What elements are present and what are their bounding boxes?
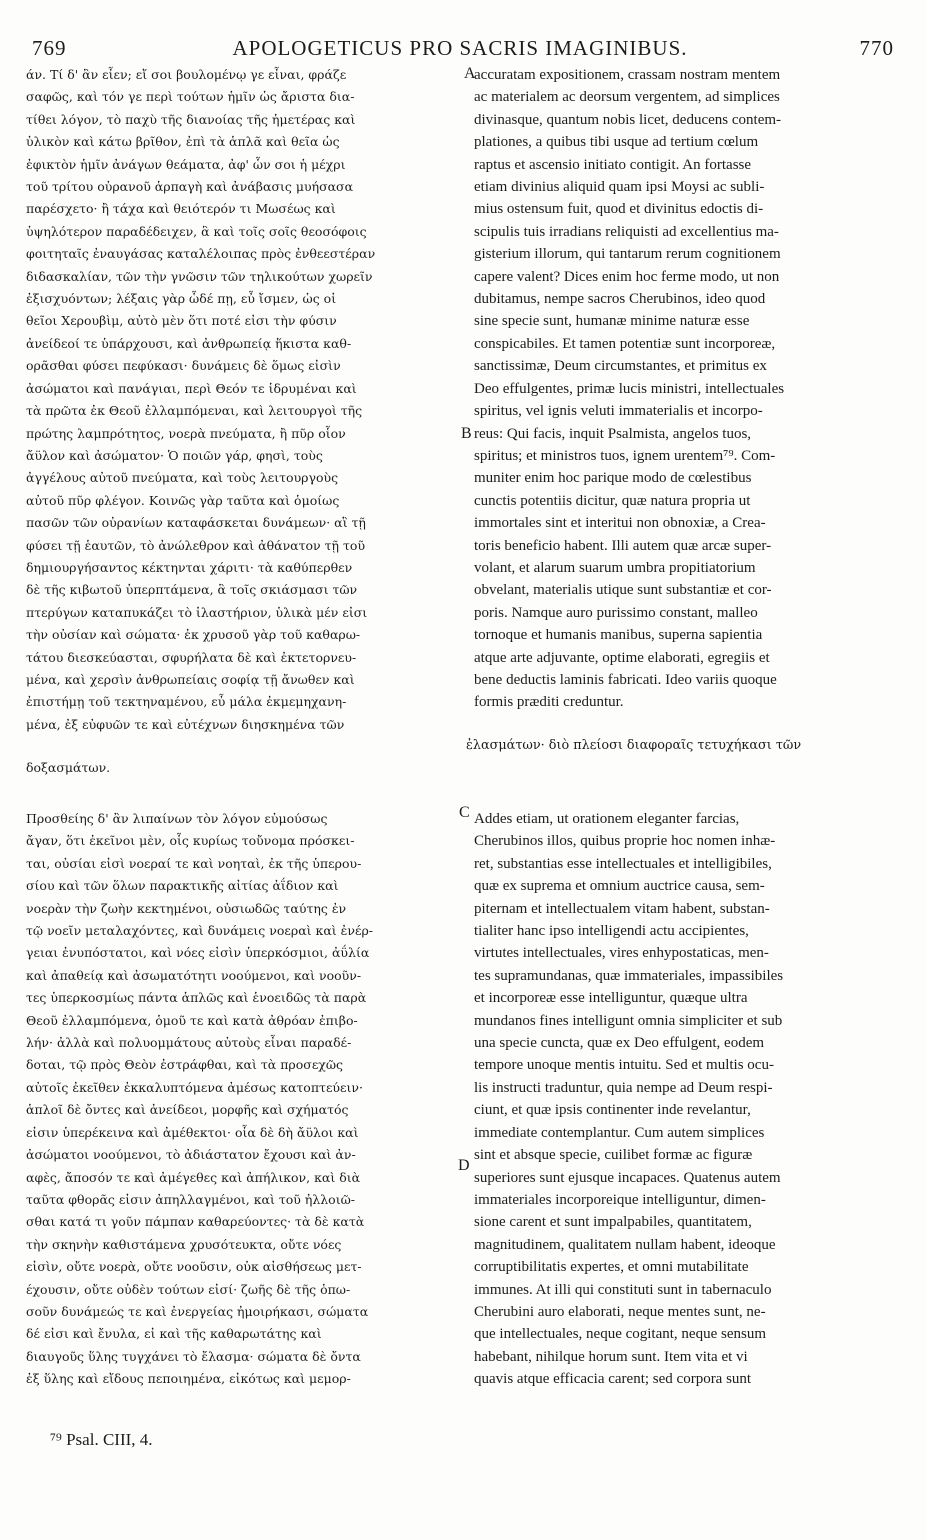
greek-text-line: δοται, τῷ πρὸς Θεὸν ἐστράφθαι, καὶ τὰ προσεχῶς [26, 1057, 344, 1073]
greek-text-line: ἀσώματοι νοούμενοι, τὸ ἀδιάστατον ἔχουσι καὶ ἀν- [26, 1147, 356, 1163]
greek-text-line: σοῦν δυνάμεώς τε καὶ ἐνεργείας ἠμοιρήκασι, σώματα [26, 1303, 369, 1319]
greek-text-line: σίου καὶ τῶν ὅλων παρακτικῆς αἰτίας ἀΐδιον καὶ [26, 878, 339, 894]
latin-text-line: sine specie sunt, humanæ minime naturæ esse [474, 313, 750, 330]
latin-text-line: ret, substantias esse intellectuales et intelligibiles, [474, 855, 772, 872]
greek-text-line: δὲ τῆς κιβωτοῦ ὑπερπτάμενα, ἃ τοῖς σκιάσμασι τῶν [26, 582, 358, 598]
latin-text-line: Deo effulgentes, primæ lucis ministri, intellectuales [474, 380, 785, 397]
latin-text-line: formis præditi creduntur. [474, 694, 624, 711]
latin-text-line: lis instructi traduntur, quia nempe ad Deum respi- [474, 1079, 773, 1096]
greek-text-line: Θεοῦ ἐλλαμπόμενα, ὁμοῦ τε καὶ κατὰ ἀθρόαν ἐπιβο- [26, 1012, 358, 1028]
latin-text-line: ac materialem ac deorsum vergentem, ad simplices [474, 89, 780, 106]
latin-text-line: volant, et alarum suarum umbra propitiatorium [474, 559, 756, 576]
latin-text-line: ciunt, et quæ ipsis continenter inde revelantur, [474, 1102, 751, 1119]
greek-text-line: παρέσχετο· ἢ τάχα καὶ θειότερόν τι Μωσέως καὶ [26, 201, 336, 217]
greek-text-line: τῷ νοεῖν μεταλαχόντες, καὶ δυνάμεις νοεραὶ καὶ ἐνέρ- [26, 923, 374, 939]
latin-text-line: cunctis potentiis dicitur, quæ natura propria ut [474, 492, 751, 509]
greek-text-line: καὶ ἀπαθείᾳ καὶ ἀσωματότητι νοούμενοι, καὶ νοοῦν- [26, 967, 362, 983]
latin-text-line: immateriales incorporeique intelliguntur, dimen- [474, 1191, 766, 1208]
latin-column-upper [474, 64, 894, 714]
greek-text-line: ταῦτα φθορᾶς εἰσιν ἀπηλλαγμένοι, καὶ τοῦ ἠλλοιῶ- [26, 1191, 356, 1207]
page-number-left: 769 [32, 36, 67, 60]
latin-text-line: superiores sunt ejusque incapaces. Quatenus autem [474, 1169, 781, 1186]
latin-text-line: poris. Namque auro purissimo constant, malleo [474, 604, 758, 621]
greek-text-line: ορᾶσθαι φύσει πεφύκασι· δυνάμεις δὲ ὅμως εἰσὶν [26, 358, 341, 374]
greek-text-line: άν. Τί δ' ἂν εἶεν; εἴ σοι βουλομένῳ γε εἶναι, φράζε [26, 67, 347, 82]
latin-text-line: spiritus, vel ignis veluti immaterialis et incorpo- [474, 403, 763, 420]
latin-text-line: quæ ex suprema et omnium auctrice causa, sem- [474, 878, 765, 895]
latin-text-line: etiam divinius aliquid quam ipsi Moysi ac subli- [474, 179, 765, 196]
page-title: APOLOGETICUS PRO SACRIS IMAGINIBUS. [232, 36, 688, 60]
greek-text-line: τίθει λόγον, τὸ παχὺ τῆς διανοίας τῆς ἡμετέρας καὶ [26, 111, 356, 127]
greek-text-line: τὴν οὐσίαν καὶ σώματα· ἐκ χρυσοῦ γὰρ τοῦ καθαρω- [26, 627, 361, 643]
latin-text-line: sione carent et sunt impalpabiles, quantitatem, [474, 1214, 752, 1231]
greek-text-line: πτερύγων καταπυκάζει τὸ ἱλαστήριον, ὑλικὰ μέν εἰσι [26, 604, 368, 620]
latin-text-line: sint et absque specie, cuilibet formæ ac figuræ [474, 1147, 753, 1164]
greek-text-line: διαυγοῦς ὕλης τυγχάνει τὸ ἔλασμα· σώματα δὲ ὄντα [26, 1348, 361, 1364]
greek-column-lower [26, 808, 460, 1391]
latin-text-line: toris beneficio habent. Illi autem quæ arcæ super- [474, 537, 772, 554]
latin-text-line: sanctissimæ, Deum circumstantes, et primitus ex [474, 358, 767, 375]
latin-text-line: Cherubini auro elaborati, neque mentes sunt, ne- [474, 1303, 766, 1320]
latin-text-line: tornoque et humanis manibus, superna sapientia [474, 627, 763, 644]
greek-text-line: σθαι κατά τι γοῦν πάμπαν καθαρεύοντες· τὰ δὲ κατὰ [26, 1214, 365, 1230]
running-header [26, 36, 894, 66]
section-marker-b: B [461, 425, 472, 442]
greek-text-line: θεῖοι Χερουβὶμ, αὐτὸ μὲν ὅτι ποτέ εἰσι τὴν φύσιν [26, 313, 337, 329]
latin-text-line: dubitamus, nempe sacros Cherubinos, ideo quod [474, 291, 766, 308]
section-marker-c: C [459, 804, 470, 821]
greek-text-line: ἀγγέλους αὐτοῦ πνεύματα, καὶ τοὺς λειτουργοὺς [26, 470, 339, 486]
latin-text-line: accuratam expositionem, crassam nostram mentem [474, 67, 781, 83]
greek-text-line: ἐξ ὕλης καὶ εἴδους πεποιημένα, εἰκότως καὶ μεμορ- [26, 1371, 351, 1387]
greek-text-line: δημιουργήσαντος κέκτηνται χάριτι· τὰ καθύπερθεν [26, 559, 353, 575]
latin-text-line: tialiter hanc ipso intelligendi actu accipientes, [474, 923, 749, 940]
greek-text-line: αφὲς, ἄποσόν τε καὶ ἀμέγεθες καὶ ἀπήλικον, καὶ διὰ [26, 1169, 361, 1185]
greek-continuation-line: ἐλασμάτων· διὸ πλείοσι διαφοραῖς τετυχήκασι τῶν [466, 738, 802, 753]
greek-text-line: λήν· ἀλλὰ καὶ πολυομμάτους αὐτοὺς εἶναι παραδέ- [26, 1035, 352, 1051]
greek-text-line: τες ὑπερκοσμίως πάντα ἁπλῶς καὶ ἑνοειδῶς τὰ παρὰ [26, 990, 367, 1006]
greek-text-line: γειαι ἐνυπόστατοι, καὶ νόες εἰσὶν ὑπερκόσμιοι, ἀΰλία [26, 945, 370, 961]
latin-text-line: raptus et ascensio initiato contigit. An fortasse [474, 156, 752, 173]
greek-text-line: ὑλικὸν καὶ κάτω βρῖθον, ἐπὶ τὰ ἁπλᾶ καὶ θεῖα ὡς [26, 134, 340, 150]
section-marker-a: A [464, 65, 476, 82]
latin-text-line: Cherubinos illos, quibus proprie hoc nomen inhæ- [474, 833, 776, 850]
greek-text-line: σαφῶς, καὶ τόν γε περὶ τούτων ἡμῖν ὡς ἄριστα δια- [26, 89, 355, 105]
greek-paragraph-end: δοξασμάτων. [26, 760, 111, 775]
latin-text-line: una specie cuncta, quæ ex Deo effulgent, eodem [474, 1035, 765, 1052]
greek-text-line: μένα, ἐξ εὐφυῶν τε καὶ εὐτέχνων διησκημένα τῶν [26, 716, 345, 732]
greek-text-line: τὴν σκηνὴν καθιστάμενα χρυσότευκτα, οὔτε νόες [26, 1236, 342, 1252]
footnote: ⁷⁹ Psal. CIII, 4. [50, 1430, 153, 1449]
latin-text-line: capere valent? Dices enim hoc ferme modo, ut non [474, 268, 780, 285]
latin-text-line: spiritus; et ministros tuos, ignem urentem⁷⁹. Com- [474, 447, 776, 464]
latin-text-line: piternam et intellectualem vitam habent, substan- [474, 900, 770, 917]
latin-text-line: gisterium illorum, qui tantarum rerum cognitionem [474, 246, 781, 263]
latin-text-line: mius ostensum fuit, quod et divinitus edoctis di- [474, 201, 764, 218]
latin-text-line: et incorporeæ esse intelliguntur, quæque ultra [474, 990, 748, 1007]
greek-text-line: ἁπλοῖ δὲ ὄντες καὶ ἀνείδεοι, μορφῆς καὶ σχήματός [26, 1102, 349, 1118]
latin-text-line: reus: Qui facis, inquit Psalmista, angelos tuos, [474, 425, 752, 442]
latin-text-line: atque arte adjuvante, optime elaborati, egregiis et [474, 649, 770, 666]
latin-text-line: divinasque, quantum nobis licet, deducens contem- [474, 111, 782, 128]
latin-text-line: conspicabiles. Et tamen potentiæ sunt incorporeæ, [474, 335, 776, 352]
latin-text-line: immunes. At illi qui constituti sunt in tabernaculo [474, 1281, 772, 1298]
greek-text-line: διδασκαλίαν, τῶν τὴν γνῶσιν τῶν τηλικούτων χωρεῖν [26, 268, 373, 284]
latin-text-line: tempore unoque mentis intuitu. Sed et multis ocu- [474, 1057, 774, 1074]
latin-text-line: immediate contemplantur. Cum autem simplices [474, 1124, 765, 1141]
greek-text-line: Προσθείης δ' ἂν λιπαίνων τὸν λόγον εὐμούσως [26, 811, 328, 826]
greek-text-line: αὐτοῦ πῦρ φλέγον. Κοινῶς γὰρ ταῦτα καὶ ὁμοίως [26, 492, 340, 508]
greek-text-line: ται, οὐσίαι εἰσὶ νοεραί τε καὶ νοηταὶ, ἐκ τῆς ὑπερου- [26, 855, 362, 871]
greek-text-line: ἐφικτὸν ἡμῖν ἀνάγων θεάματα, ἀφ' ὧν σοι ἡ μέχρι [26, 156, 346, 172]
latin-text-line: muniter enim hoc parique modo de cœlestibus [474, 470, 752, 487]
greek-text-line: τάτου διεσκεύασται, σφυρήλατα δὲ καὶ ἐκτετορνευ- [26, 649, 357, 665]
greek-text-line: ἄϋλον καὶ ἀσώματον· Ὁ ποιῶν γάρ, φησὶ, τοὺς [26, 447, 323, 463]
greek-text-line: εἰσιν ὑπερέκεινα καὶ ἀμέθεκτοι· οἷα δὲ δὴ ἄϋλοι καὶ [26, 1124, 359, 1140]
latin-text-line: obvelant, materialis utique sunt substantiæ et cor- [474, 582, 772, 599]
greek-text-line: ἐπιστήμῃ τοῦ τεκτηναμένου, εὖ μάλα ἐκμεμηχανη- [26, 694, 347, 710]
greek-text-line: μένα, καὶ χερσὶν ἀνθρωπείαις σοφίᾳ τῇ ἄνωθεν καὶ [26, 671, 355, 687]
section-marker-d: D [458, 1157, 470, 1174]
greek-text-line: ὑψηλότερον παραδέδειχεν, ἃ καὶ τοῖς σοῖς θεοσόφοις [26, 223, 367, 239]
latin-text-line: quavis atque efficacia carent; sed corpora sunt [474, 1371, 752, 1388]
greek-text-line: τοῦ τρίτου οὐρανοῦ ἁρπαγὴ καὶ ἀνάβασις μυήσασα [26, 179, 354, 195]
latin-text-line: corruptibilitatis expertes, et omni mutabilitate [474, 1259, 749, 1276]
latin-text-line: Addes etiam, ut orationem eleganter farcias, [474, 811, 740, 827]
greek-text-line: ἀνείδεοί τε ὑπάρχουσι, καὶ ἀνθρωπείᾳ ἥκιστα καθ- [26, 335, 352, 351]
latin-text-line: immortales sint et interitui non obnoxiæ, a Crea- [474, 515, 766, 532]
latin-text-line: mundanos fines intelligunt omnia simpliciter et sub [474, 1012, 783, 1029]
greek-text-line: νοερὰν τὴν ζωὴν κεκτημένοι, οὐσιωδῶς ταύτης ἐν [26, 900, 347, 916]
greek-column-upper [26, 64, 460, 736]
greek-text-line: αὐτοῖς ἐκεῖθεν ἐκκαλυπτόμενα ἀμέσως κατοπτεύειν· [26, 1079, 363, 1095]
latin-text-line: scipulis tuis irradians reliquisti ad excellentius ma- [474, 223, 779, 240]
greek-text-line: πρώτης λαμπρότητος, νοερὰ πνεύματα, ἢ πῦρ οἷον [26, 425, 346, 441]
greek-text-line: φύσει τῇ ἑαυτῶν, τὸ ἀνώλεθρον καὶ ἀθάνατον τῇ τοῦ [26, 537, 366, 553]
greek-text-line: πασῶν τῶν οὐρανίων καταφάσκεται δυνάμεων· αἳ τῇ [26, 515, 366, 531]
greek-text-line: ἀσώματοι καὶ πανάγιαι, περὶ Θεόν τε ἱδρυμέναι καὶ [26, 380, 357, 396]
latin-column-lower [474, 808, 894, 1391]
latin-text-line: plationes, a quibus tibi usque ad tertium cœlum [474, 134, 759, 151]
greek-text-line: ἄγαν, ὅτι ἐκεῖνοι μὲν, οἷς κυρίως τοὔνομα πρόσκει- [26, 833, 355, 849]
latin-text-line: que intellectuales, neque cogitant, neque sensum [474, 1326, 766, 1343]
latin-text-line: habebant, nihilque horum sunt. Item vita et vi [474, 1348, 748, 1365]
latin-text-line: tes supramundanas, quæ immateriales, impassibiles [474, 967, 784, 984]
greek-text-line: ἐξισχυόντων; λέξαις γὰρ ὧδέ πῃ, εὖ ἴσμεν, ὡς οἱ [26, 291, 337, 307]
latin-text-line: virtutes intellectuales, vires enhypostaticas, men- [474, 945, 769, 962]
latin-text-line: magnitudinem, qualitatem nullam habent, ideoque [474, 1236, 776, 1253]
greek-text-line: δέ εἰσι καὶ ἔνυλα, εἰ καὶ τῆς καθαρωτάτης καὶ [26, 1326, 322, 1342]
page-number-right: 770 [859, 36, 894, 60]
latin-text-line: bene deductis laminis fabricati. Ideo variis quoque [474, 671, 777, 688]
greek-text-line: έχουσιν, οὔτε οὐδὲν τούτων εἰσί· ζωῆς δὲ τῆς ὁπω- [26, 1281, 351, 1297]
greek-text-line: εἰσὶν, οὔτε νοερὰ, οὔτε νοοῦσιν, οὐκ αἰσθήσεως μετ- [26, 1259, 362, 1275]
greek-text-line: τὰ πρῶτα ἐκ Θεοῦ ἐλλαμπόμεναι, καὶ λειτουργοὶ τῆς [26, 403, 363, 419]
greek-text-line: φοιτηταῖς ἐναυγάσας καταλέλοιπας πρὸς ἐνθεεστέραν [26, 246, 376, 262]
